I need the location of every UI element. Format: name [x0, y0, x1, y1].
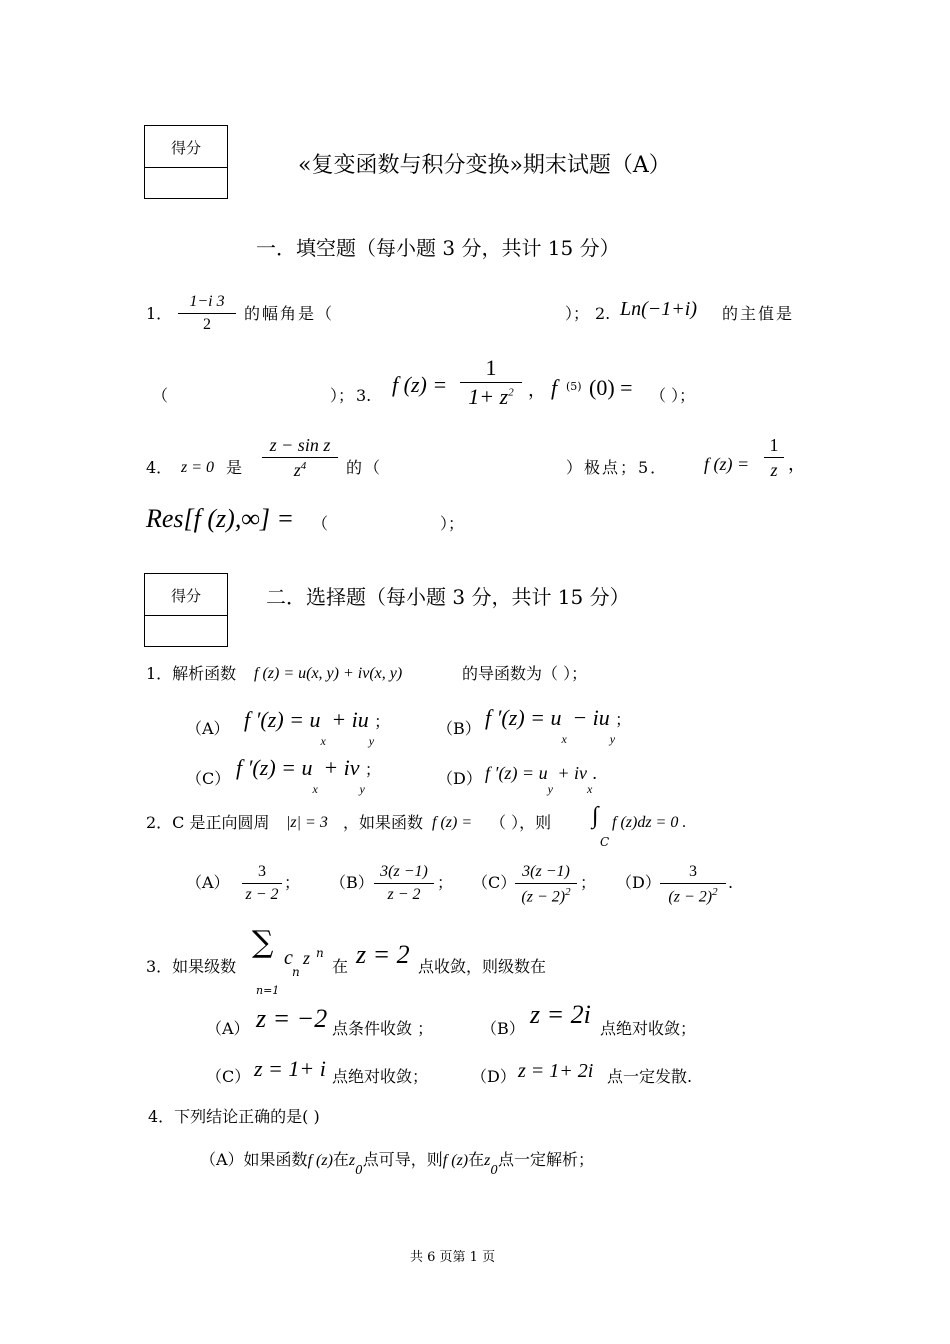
s2-q3-optD-label: （D）: [471, 1067, 516, 1086]
s2-q2-int-expr: f (z)dz = 0 .: [612, 814, 687, 831]
s2-q3-text-b: 在: [332, 957, 349, 976]
fraction-bar: [374, 883, 434, 884]
s1-q1-frac-num: 1−i 3: [189, 293, 225, 310]
s1-q2-open: （: [152, 386, 169, 405]
fraction-bar: [262, 457, 338, 458]
s2-q2-optA-end: ；: [284, 873, 301, 892]
exam-title: «复变函数与积分变换»期末试题（A）: [298, 153, 671, 178]
s2-q2-abs: |z| = 3: [286, 814, 328, 831]
s2-q2-optB-end: ；: [437, 873, 454, 892]
s2-q1-text-b: 的导函数为（ ）；: [462, 664, 588, 683]
s2-q2-optD-exp: 2: [712, 886, 718, 898]
section2-heading: 二．选择题（每小题 3 分，共计 15 分）: [266, 585, 630, 609]
s1-q5-comma: ，: [788, 454, 806, 475]
fraction-bar: [515, 883, 577, 884]
s2-q3-optA-text: 点条件收敛 ；: [332, 1019, 434, 1038]
s1-q2-expr: Ln(−1+i): [620, 298, 697, 320]
s2-q1-optB-sub1: x: [561, 732, 567, 746]
s1-q3-comma: ，: [528, 380, 546, 401]
s2-q2-optA-fraction: [242, 864, 282, 903]
score-label: 得分: [170, 587, 201, 605]
s2-q3-text-c: 点收敛，则级数在: [418, 957, 547, 976]
sigma-icon: ∑: [252, 925, 274, 960]
s2-q1-optB-end: ；: [615, 712, 632, 729]
s2-q4-optA-a: （A）如果函数: [200, 1150, 308, 1169]
fraction-bar: [460, 382, 522, 383]
s2-q1-optB-mid: − iu: [566, 705, 610, 730]
s2-q2-optB-label: （B）: [330, 873, 374, 892]
s1-q3-number: 3.: [356, 386, 372, 405]
score-label: 得分: [170, 139, 201, 157]
score-divider: [145, 167, 227, 168]
s2-q3-optD-expr: z = 1+ 2i: [518, 1060, 594, 1082]
s1-q3-den-exponent: 2: [508, 386, 514, 399]
s1-q4-text: 的（: [346, 458, 383, 477]
s2-q3-optC-text: 点绝对收敛；: [332, 1067, 429, 1086]
s2-q3-optB-label: （B）: [481, 1019, 525, 1038]
s2-q2-optB-fraction: [374, 864, 434, 903]
s2-q2-optA-num: 3: [258, 863, 266, 880]
s2-q3-text-a: 3．如果级数: [146, 957, 237, 976]
integral-icon: ∫: [592, 803, 599, 829]
s1-q3-fraction: [460, 357, 522, 408]
s2-q2-optA-label: （A）: [186, 873, 230, 892]
s2-q1-optA: [244, 707, 391, 748]
s2-q3-optD-text: 点一定发散.: [607, 1067, 693, 1086]
s2-q2-optC-end: ；: [580, 873, 597, 892]
s2-q1-optC-lhs: f ′(z) = u: [236, 755, 313, 780]
section1-heading: 一．填空题（每小题 3 分，共计 15 分）: [256, 236, 620, 260]
s2-q4-optA-f2: f (z): [442, 1152, 469, 1169]
s1-q5-open: （: [312, 514, 329, 533]
s2-q1-expr: f (z) = u(x, y) + iv(x, y): [254, 665, 403, 682]
s2-q3-z-exp: n: [316, 946, 324, 960]
s2-q3-optA-expr: z = −2: [256, 1004, 328, 1033]
s2-q2-optD-den: (z − 2): [668, 888, 713, 906]
s2-q1-optD-label: （D）: [437, 769, 482, 788]
s2-q1-optB-label: （B）: [437, 719, 481, 738]
s1-q3-arg: (0) =: [589, 375, 633, 400]
s1-q5-lhs: f (z) =: [704, 454, 750, 474]
s1-q3-lhs: f (z) =: [392, 372, 448, 397]
s2-q3-optA-label: （A）: [206, 1019, 250, 1038]
s2-q4-optA-e: 点一定解析；: [498, 1150, 595, 1169]
s2-q1-optA-sub2: y: [368, 734, 375, 748]
s1-q5-close: ）；: [440, 514, 465, 533]
s1-q2-close: ）；: [330, 386, 355, 405]
s1-q3-frac-num: 1: [485, 355, 497, 380]
fraction-bar: [764, 457, 784, 458]
s2-q3-optC-expr: z = 1+ i: [254, 1056, 326, 1081]
s2-q1-optC-sub1: x: [312, 782, 318, 796]
s2-q4-optA-z2: z: [484, 1152, 491, 1169]
s2-q2-text-b: ，如果函数: [343, 813, 424, 832]
s2-q4-optA-z1-sub: 0: [355, 1163, 363, 1177]
s2-q2-text-a: 2．C 是正向圆周: [146, 813, 270, 832]
fraction-bar: [660, 883, 726, 884]
score-box: [144, 573, 228, 647]
s2-q1-optD-sub1: y: [547, 782, 553, 796]
s2-q1-optC-end: ；: [364, 762, 381, 779]
s1-q4-z: z = 0: [181, 459, 215, 476]
s2-q2-optD-label: （D）: [616, 873, 661, 892]
s2-q1-optC-sub2: y: [359, 782, 365, 796]
page-footer: 共 6 页第 1 页: [410, 1250, 496, 1265]
s2-q2-optB-num: 3(z −1): [380, 863, 428, 880]
s2-q1-text-a: 1．解析函数: [146, 664, 237, 683]
s2-q2-optC-num: 3(z −1): [522, 863, 570, 880]
s2-q2-optD-num: 3: [689, 863, 697, 880]
s1-q1-text: 的幅角是（: [244, 304, 335, 323]
s2-q2-optC-label: （C）: [472, 873, 517, 892]
s1-q4-den-exponent: 4: [300, 460, 307, 472]
s2-q1-optB: [485, 705, 632, 746]
s1-q1-fraction: [178, 294, 236, 333]
s2-q3-point: z = 2: [356, 940, 410, 969]
s1-q5-frac-num: 1: [769, 435, 779, 455]
s1-q2-number: 2.: [595, 304, 611, 323]
s2-q2-optA-den: z − 2: [245, 886, 279, 903]
s1-q3-blank: （ ）；: [650, 386, 696, 405]
s2-q2-optB-den: z − 2: [387, 886, 421, 903]
s2-q2-f: f (z) =: [432, 814, 473, 831]
s1-q4-close: ）极点；5．: [566, 458, 669, 477]
s1-q4-frac-num: z − sin z: [269, 435, 331, 455]
fraction-bar: [242, 883, 282, 884]
s2-q1-optC-mid: + iv: [317, 755, 360, 780]
s1-q4-is: 是: [226, 458, 243, 477]
s2-q2-optC-den: (z − 2): [521, 888, 566, 906]
s2-q3-z: z: [303, 948, 311, 968]
s2-q4-optA-c: 点可导，则: [362, 1150, 443, 1169]
s2-q1-optC-label: （C）: [186, 769, 231, 788]
s2-q4-optA-d: 在: [468, 1150, 485, 1169]
s2-q4-optA-z2-sub: 0: [490, 1163, 499, 1177]
s1-q5-frac-den: z: [770, 460, 778, 480]
s2-q1-optA-sub1: x: [320, 734, 326, 748]
s2-q1-optB-sub2: y: [609, 732, 616, 746]
s2-q2-optC-fraction: [515, 864, 577, 905]
s2-q1-optA-end: ；: [374, 714, 391, 731]
s2-q4-optA-z1: z: [348, 1152, 356, 1169]
s2-q1-optA-mid: + iu: [325, 707, 369, 732]
score-divider: [145, 615, 227, 616]
s2-q3-optB-expr: z = 2i: [530, 1000, 591, 1029]
s2-q1-optD-lhs: f ′(z) = u: [485, 763, 548, 783]
s1-q5-res: Res[f (z),∞] =: [146, 504, 295, 533]
s2-q3-optC-label: （C）: [206, 1067, 251, 1086]
s1-q1-number: 1．: [146, 304, 173, 323]
s2-q1-optC: [236, 755, 381, 796]
s2-q3-c: c: [284, 947, 293, 969]
s1-q2-text: 的主值是: [722, 304, 795, 323]
s1-q5-fraction: [764, 436, 784, 479]
s1-q4-fraction: [262, 436, 338, 479]
s2-q1-optA-lhs: f ′(z) = u: [244, 707, 321, 732]
s1-q4-number: 4．: [146, 458, 173, 477]
s2-q2-optC-exp: 2: [565, 886, 571, 898]
s2-q3-c-sub: n: [292, 965, 300, 979]
s2-q4-optA-f1: f (z): [307, 1152, 333, 1169]
fraction-bar: [178, 313, 236, 314]
s2-q1-optA-label: （A）: [186, 719, 230, 738]
s1-q1-close: ）；: [565, 304, 590, 323]
s2-q2-optD-fraction: [660, 864, 726, 905]
s1-q1-frac-den: 2: [203, 316, 211, 333]
s2-q1-optD: [485, 763, 597, 796]
s2-q1-optB-lhs: f ′(z) = u: [485, 705, 562, 730]
s2-q1-optD-sub2: x: [587, 782, 593, 796]
s1-q4-frac-den: z: [293, 460, 301, 480]
s2-q3-sum-from: n=1: [256, 984, 280, 997]
s2-q4-text: 4．下列结论正确的是( ): [148, 1107, 320, 1126]
s1-q3-order: (5): [566, 380, 582, 393]
s2-q1-optD-mid: + iv: [552, 763, 588, 783]
s2-q2-blank: （ ），则: [490, 813, 552, 832]
s2-q4-optA: [200, 1150, 595, 1177]
s1-q3-frac-den: 1+ z: [468, 384, 509, 409]
s2-q1-optD-end: .: [592, 763, 597, 783]
s2-q2-optD-end: .: [728, 873, 734, 892]
s1-q3-f: f: [551, 375, 558, 400]
s2-q4-optA-b: 在: [332, 1150, 349, 1169]
s2-q3-optB-text: 点绝对收敛；: [600, 1019, 697, 1038]
s2-q2-int-sub: C: [600, 835, 610, 849]
score-box: [144, 125, 228, 199]
